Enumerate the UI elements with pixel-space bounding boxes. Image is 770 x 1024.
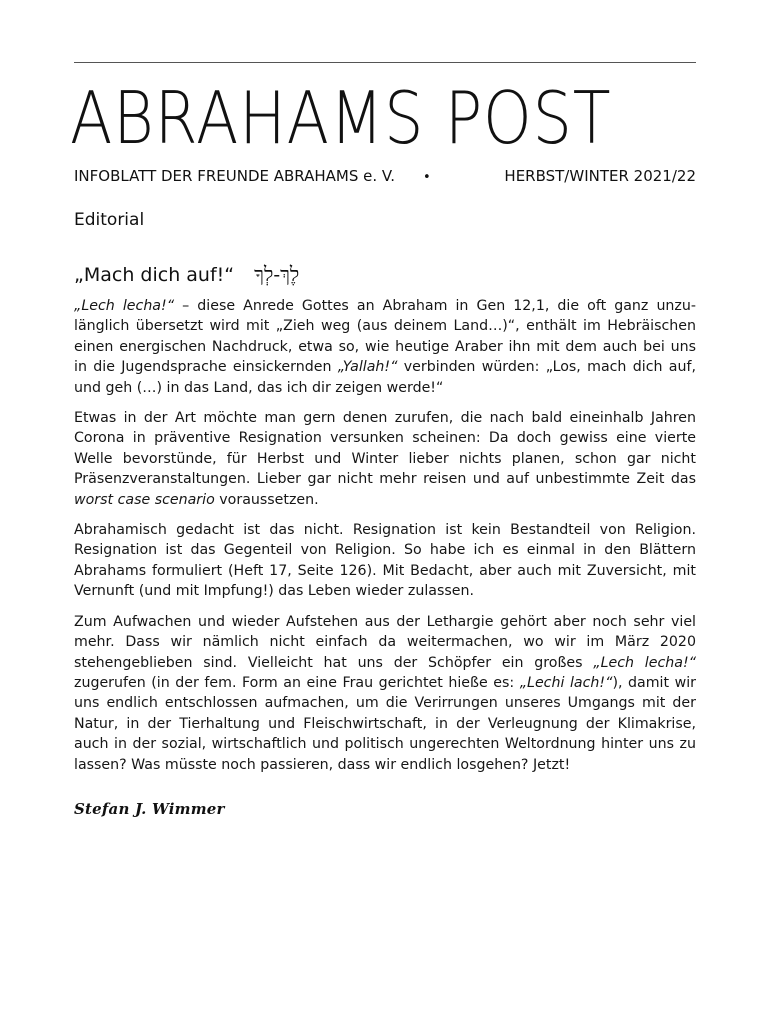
- organization-name: INFOBLATT DER FREUNDE ABRAHAMS e. V.: [74, 167, 395, 185]
- masthead-title: ABRAHAMS POST: [70, 76, 612, 160]
- paragraph-1-text-b: verbinden würden: „Los, mach dich auf, und geh (…) in das Land, das ich dir zeigen werde!“: [74, 359, 696, 396]
- paragraph-1: [74, 296, 696, 398]
- paragraph-2: [74, 408, 696, 510]
- masthead-subline: [74, 166, 696, 188]
- article-body: [74, 296, 696, 785]
- issue-label: HERBST/WINTER 2021/22: [504, 167, 696, 185]
- paragraph-1-text-a: – diese Anrede Gottes an Abraham in Gen 12,1, die oft ganz unzulänglich übersetzt wird mit „Zieh weg (aus deinem Land…)“, enthält im Hebräischen einen energischen Nachdruck, etwa so, wie heutige Araber ihn mit dem auch bei uns in die Jugendsprache einsickernden: [74, 298, 696, 376]
- quote-lech-lecha-2: „Lech lecha!“: [593, 654, 696, 671]
- paragraph-2-text-b: voraussetzen.: [214, 491, 319, 508]
- quote-lech-lecha: „Lech lecha!“: [74, 298, 175, 314]
- quote-yallah: „Yallah!“: [337, 359, 398, 376]
- article-title-hebrew: לֶךְ-לְךָ: [254, 262, 300, 286]
- paragraph-4-text-a: Zum Aufwachen und wieder Aufstehen aus der Lethargie gehört aber noch sehr viel mehr. Dass wir nämlich nicht einfach da weitermachen, wo wir im März 2020 stehengeblieben sind. Vielleicht hat uns der Schöpfer ein großes: [74, 613, 696, 671]
- phrase-worst-case: worst case scenario: [74, 491, 215, 508]
- paragraph-4-text-b: zugerufen (in der fem. Form an eine Frau gerichtet hieße es:: [74, 674, 520, 691]
- paragraph-4-text-c: ), damit wir uns endlich entschlossen aufmachen, um die Verirrungen unseres Umgangs mit der Natur, in der Tierhaltung und Fleischwirtschaft, in der Verleugnung der Klimakrise, auch in der sozial, wirtschaftlich und politisch ungerechten Weltordnung hinter uns zu lassen? Was müsste noch passieren, dass wir endlich losgehen? Jetzt!: [74, 674, 696, 773]
- article-title-text: „Mach dich auf!“: [74, 264, 235, 286]
- paragraph-3: Abrahamisch gedacht ist das nicht. Resignation ist kein Bestandteil von Religion. Resignation ist das Gegenteil von Religion. So habe ich es einmal in den Blättern Abrahams formuliert (Heft 17, Seite 126). Mit Bedacht, aber auch mit Zuversicht, mit Vernunft (und mit Impfung!) das Leben wieder zulassen.: [74, 522, 696, 600]
- paragraph-2-text-a: Etwas in der Art möchte man gern denen zurufen, die nach bald eineinhalb Jahren Corona in präventive Resignation versunken scheinen: Da doch gewiss eine vierte Welle bevorstünde, für Herbst und Winter lieber nichts planen, schon gar nicht Präsenzveranstaltungen. Lieber gar nicht mehr reisen und auf unbestimmte Zeit das: [74, 410, 696, 488]
- paragraph-4: [74, 612, 696, 775]
- top-rule: [74, 62, 696, 63]
- quote-lechi-lach: „Lechi lach!“: [519, 674, 613, 691]
- section-heading: Editorial: [74, 210, 145, 230]
- article-title: [74, 260, 299, 289]
- separator-bullet: •: [423, 170, 431, 185]
- author-signature: Stefan J. Wimmer: [74, 800, 225, 818]
